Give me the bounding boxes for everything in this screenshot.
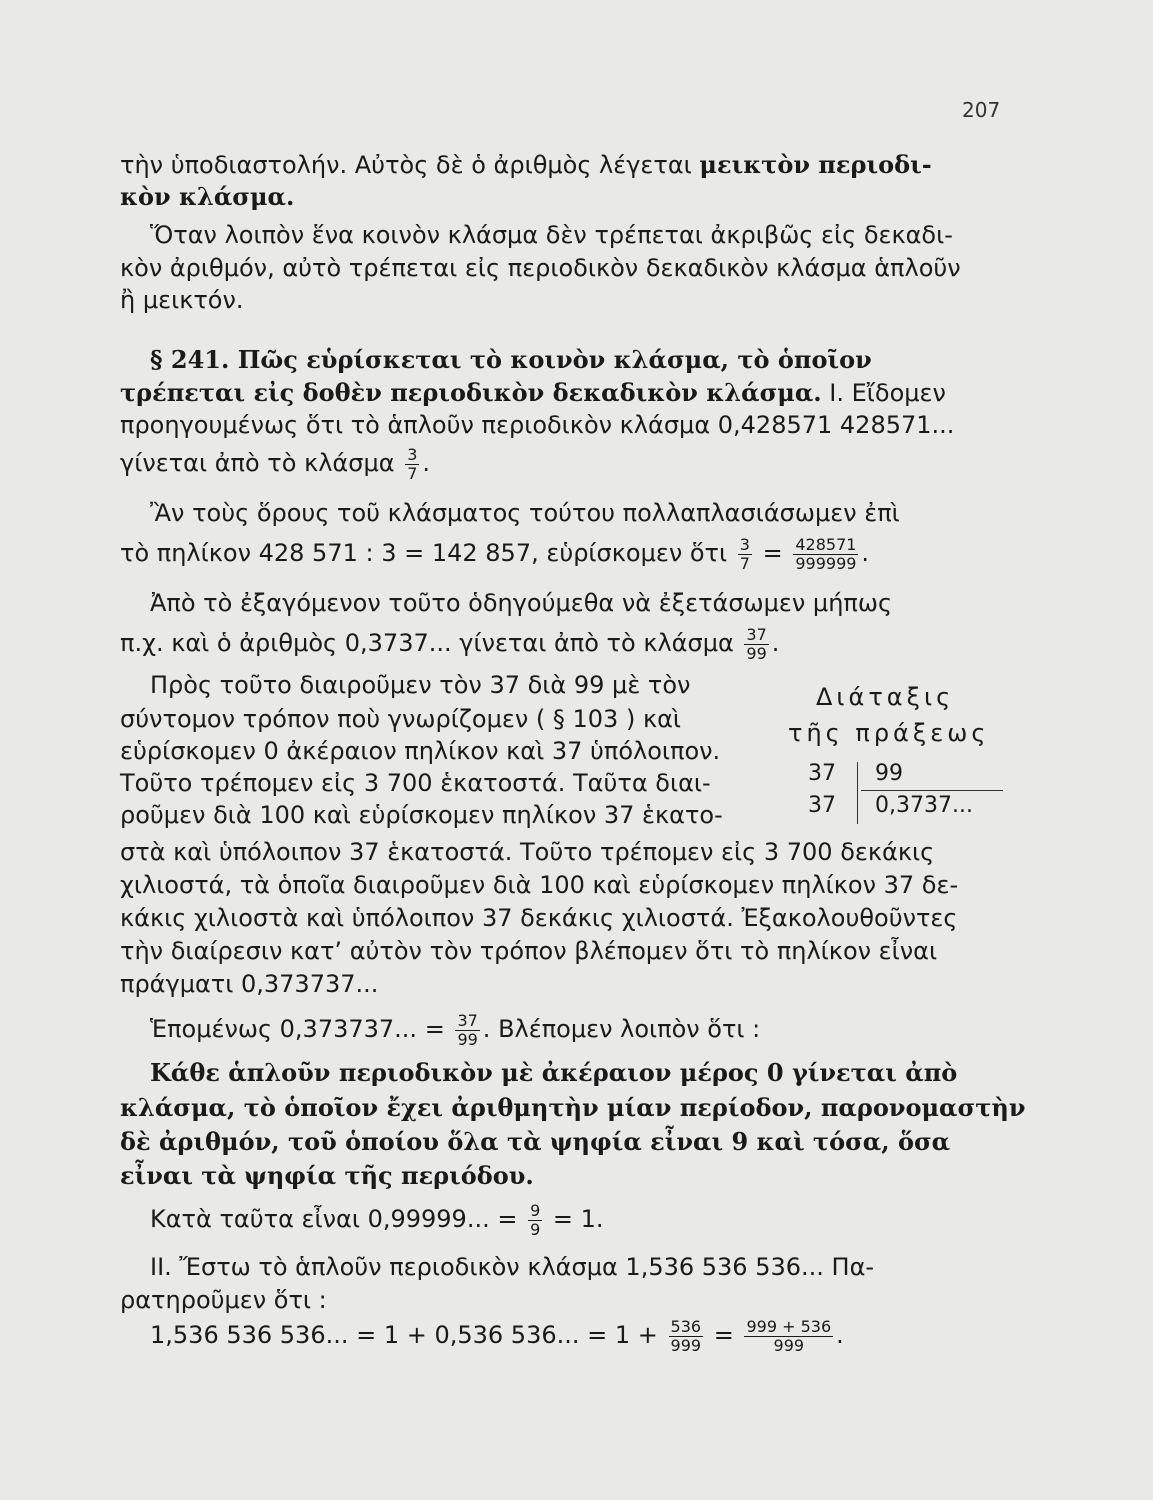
text-span: π.χ. καὶ ὁ ἀριθμὸς 0,3737... γίνεται ἀπὸ τὸ κλάσμα xyxy=(120,629,734,657)
quotient: 0,3737... xyxy=(875,793,973,818)
rule-statement: εἶναι τὰ ψηφία τῆς περιόδου. xyxy=(120,1161,534,1190)
text-line: Ἑπομένως 0,373737... = $\frac{37}{99}$ . Βλέπομεν λοιπὸν ὅτι : xyxy=(150,1010,761,1049)
division-vertical-line xyxy=(857,762,858,824)
text-line: σύντομον τρόπον ποὺ γνωρίζομεν ( § 103 ) καὶ xyxy=(120,705,682,733)
text-line xyxy=(120,378,946,408)
text-line: γίνεται ἀπὸ τὸ κλάσμα $\frac{3}{7}$ . xyxy=(120,444,431,483)
text-line xyxy=(150,1196,604,1242)
text-line: κάκις χιλιοστὰ καὶ ὑπόλοιπον 37 δεκάκις χιλιοστά. Ἐξακολουθοῦντες xyxy=(120,904,958,932)
fraction-37-99-result: $\frac{37}{99}$ xyxy=(457,1010,478,1049)
text-line: Πρὸς τοῦτο διαιροῦμεν τὸν 37 διὰ 99 μὲ τὸν xyxy=(150,671,691,699)
text-line: κὸν ἀριθμόν, αὐτὸ τρέπεται εἰς περιοδικὸν δεκαδικὸν κλάσμα ἁπλοῦν xyxy=(120,254,961,282)
text-line: Ἂν τοὺς ὅρους τοῦ κλάσματος τούτου πολλαπλασιάσωμεν ἐπὶ xyxy=(150,499,900,527)
fraction-536-999: $\frac{536}{999}$ xyxy=(670,1316,702,1355)
text-line: πράγματι 0,373737... xyxy=(120,970,379,998)
text-span: I. Εἴδομεν xyxy=(821,379,946,407)
text-line: κὸν κλάσμα. xyxy=(120,182,295,211)
division-horizontal-line xyxy=(861,790,1003,791)
text-span: Ἑπομένως 0,373737... = xyxy=(150,1015,445,1043)
text-span: = 1. xyxy=(552,1205,604,1233)
fraction-3-7: $\frac{3}{7}$ xyxy=(407,444,418,483)
text-line: II. Ἔστω τὸ ἁπλοῦν περιοδικὸν κλάσμα 1,536 536 536... Πα- xyxy=(150,1253,875,1281)
text-line xyxy=(120,150,932,180)
text-span: Βλέπομεν λοιπὸν ὅτι : xyxy=(490,1015,761,1043)
text-span: τὴν ὑποδιαστολήν. Αὐτὸς δὲ ὁ ἀριθμὸς λέγεται xyxy=(120,151,700,179)
page-number: 207 xyxy=(962,98,1001,122)
text-span: 1,536 536 536... = 1 + 0,536 536... = 1 + xyxy=(150,1321,658,1349)
equation-line: 1,536 536 536... = 1 + 0,536 536... = 1 + $\frac{536}{999}$ = $\frac{999 + 536}{999}$ . xyxy=(150,1316,844,1355)
text-line: ρατηροῦμεν ὅτι : xyxy=(120,1286,327,1314)
text-line: ἢ μεικτόν. xyxy=(120,286,244,314)
section-heading: § 241. Πῶς εὑρίσκεται τὸ κοινὸν κλάσμα, τὸ ὁποῖον xyxy=(150,345,872,374)
fraction-3-7-second: $\frac{3}{7}$ xyxy=(739,534,750,573)
fraction-37-99: $\frac{37}{99}$ xyxy=(746,624,767,663)
text-line: στὰ καὶ ὑπόλοιπον 37 ἑκατοστά. Τοῦτο τρέπομεν εἰς 3 700 δεκάκις xyxy=(120,838,935,866)
text-line: Ἀπὸ τὸ ἐξαγόμενον τοῦτο ὁδηγούμεθα νὰ ἐξετάσωμεν μήπως xyxy=(150,589,893,617)
rule-statement: κλάσμα, τὸ ὁποῖον ἔχει ἀριθμητὴν μίαν περίοδον, παρονομαστὴν xyxy=(120,1093,1026,1122)
dividend: 37 xyxy=(808,761,836,786)
division-scheme xyxy=(788,683,1018,833)
text-line: εὑρίσκομεν 0 ἀκέραιον πηλίκον καὶ 37 ὑπόλοιπον. xyxy=(120,737,721,765)
section-heading-cont: τρέπεται εἰς δοθὲν περιοδικὸν δεκαδικὸν κλάσμα. xyxy=(120,378,822,407)
fraction-9-9: $\frac{9}{9}$ xyxy=(530,1200,541,1239)
text-span: γίνεται ἀπὸ τὸ κλάσμα xyxy=(120,449,395,477)
text-line: τὸ πηλίκον 428 571 : 3 = 142 857, εὑρίσκομεν ὅτι $\frac{3}{7}$ = $\frac{428571}{999999}$ . xyxy=(120,534,870,573)
text-line: ροῦμεν διὰ 100 καὶ εὑρίσκομεν πηλίκον 37 ἑκατο- xyxy=(120,801,723,829)
fraction-428571-999999: $\frac{428571}{999999}$ xyxy=(795,534,857,573)
scheme-subtitle: τῆς πράξεως xyxy=(788,719,990,747)
rule-statement: δὲ ἀριθμόν, τοῦ ὁποίου ὅλα τὰ ψηφία εἶναι 9 καὶ τόσα, ὅσα xyxy=(120,1127,951,1156)
text-line: προηγουμένως ὅτι τὸ ἁπλοῦν περιοδικὸν κλάσμα 0,428571 428571... xyxy=(120,411,955,439)
text-line: τὴν διαίρεσιν κατ’ αὐτὸν τὸν τρόπον βλέπομεν ὅτι τὸ πηλίκον εἶναι xyxy=(120,937,938,965)
text-line: χιλιοστά, τὰ ὁποῖα διαιροῦμεν διὰ 100 καὶ εὑρίσκομεν πηλίκον 37 δε- xyxy=(120,871,959,899)
remainder: 37 xyxy=(808,793,836,818)
divisor: 99 xyxy=(875,761,903,786)
fraction-999-plus-536: $\frac{999 + 536}{999}$ xyxy=(746,1316,832,1355)
text-span: Κατὰ ταῦτα εἶναι 0,99999... = xyxy=(150,1205,518,1233)
term-mixed-periodic: μεικτὸν περιοδι- xyxy=(699,150,932,179)
rule-statement: Κάθε ἁπλοῦν περιοδικὸν μὲ ἀκέραιον μέρος 0 γίνεται ἀπὸ xyxy=(150,1058,958,1087)
text-span: τὸ πηλίκον 428 571 : 3 = 142 857, εὑρίσκομεν ὅτι xyxy=(120,539,728,567)
text-line: π.χ. καὶ ὁ ἀριθμὸς 0,3737... γίνεται ἀπὸ τὸ κλάσμα $\frac{37}{99}$ . xyxy=(120,624,780,663)
scheme-title: Διάταξις xyxy=(816,683,955,711)
text-line: Ὅταν λοιπὸν ἕνα κοινὸν κλάσμα δὲν τρέπεται ἀκριβῶς εἰς δεκαδι- xyxy=(150,221,953,249)
text-line: Τοῦτο τρέπομεν εἰς 3 700 ἑκατοστά. Ταῦτα διαι- xyxy=(120,769,711,797)
